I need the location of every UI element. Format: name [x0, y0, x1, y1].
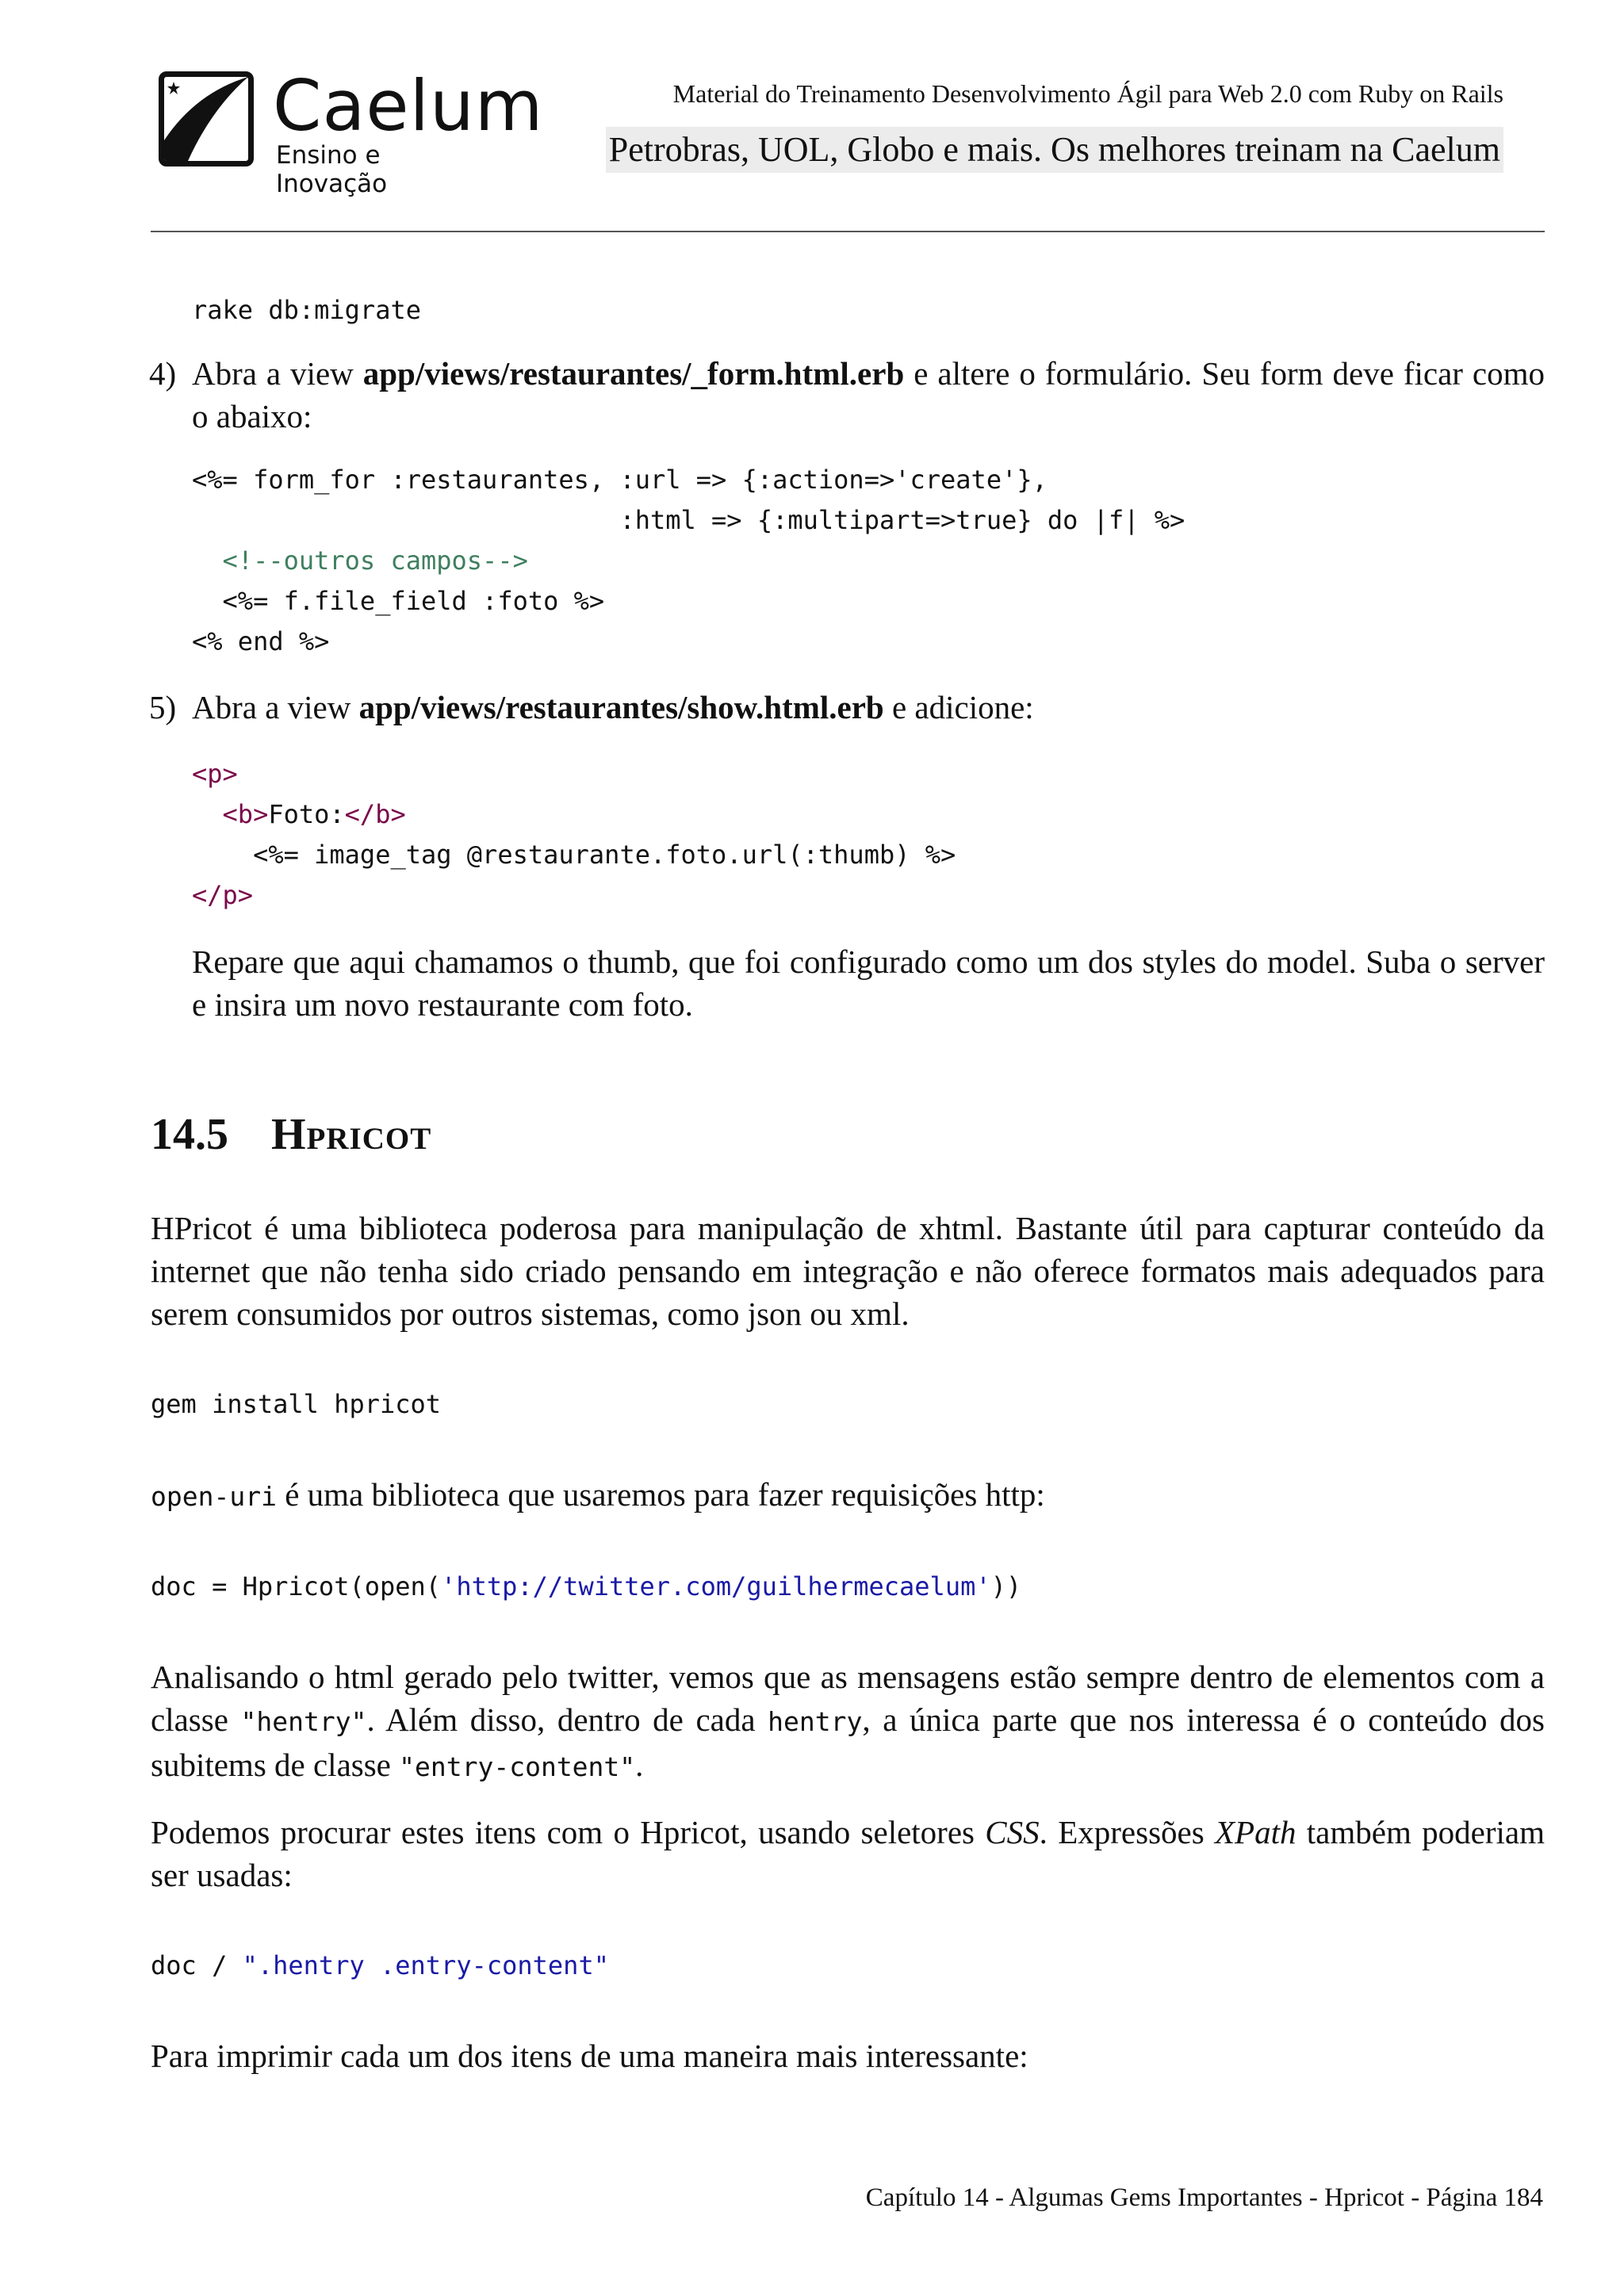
logo-tagline: Ensino e Inovação: [276, 141, 388, 198]
selectors-part-1: Podemos procurar estes itens com o Hpricot, usando seletores: [151, 1814, 986, 1850]
analysis-part-2: . Além disso, dentro de cada: [366, 1701, 768, 1738]
openuri-code: open-uri: [151, 1481, 277, 1512]
analysis-code-hentry-quoted: "hentry": [240, 1706, 367, 1737]
selectors-css: CSS: [985, 1814, 1040, 1850]
caelum-logo: [155, 65, 544, 198]
code-rake-migrate: rake db:migrate: [192, 295, 421, 325]
step-4-text-after: e altere o formulário. Seu form deve ficar como o abaixo:: [192, 355, 1545, 434]
step-5-number: 5): [149, 689, 177, 725]
page-footer: Capítulo 14 - Algumas Gems Importantes - Hpricot - Página 184: [865, 2183, 1543, 2212]
code-selector: [151, 1946, 609, 1986]
code-form-line-4: <%= f.file_field :foto %>: [192, 586, 605, 616]
code-doc-open: [151, 1567, 1021, 1607]
code-selector-string: ".hentry .entry-content": [242, 1950, 609, 1980]
analysis-code-hentry: hentry: [768, 1706, 863, 1737]
step-5-text: [192, 686, 1545, 729]
code-show-close-b: </b>: [344, 799, 406, 829]
header-slogan: Petrobras, UOL, Globo e mais. Os melhores treinam na Caelum: [606, 127, 1503, 173]
code-form-line-1: <%= form_for :restaurantes, :url => {:action=>'create'},: [192, 465, 1048, 495]
code-form-comment: <!--outros campos-->: [222, 545, 528, 576]
selectors-part-2: . Expressões: [1039, 1814, 1215, 1850]
code-doc-suffix: )): [990, 1571, 1022, 1601]
step-4-path: app/views/restaurantes/_form.html.erb: [362, 355, 905, 392]
step-4-text: [192, 352, 1545, 438]
logo-mark-icon: [159, 71, 254, 166]
code-show-line-2: [192, 794, 956, 835]
code-show: [192, 754, 956, 916]
analysis-code-entry-content: "entry-content": [399, 1751, 636, 1782]
hpricot-intro-paragraph: HPricot é uma biblioteca poderosa para manipulação de xhtml. Bastante útil para capturar conteúdo da internet que não tenha sido criado pensando em integração e não oferece formatos mais adequados para serem consumidos por outros sistemas, como json ou xml.: [151, 1210, 1545, 1332]
step-5-path: app/views/restaurantes/show.html.erb: [358, 689, 884, 725]
code-show-close-p: </p>: [192, 880, 254, 910]
step-5-text-before: Abra a view: [192, 689, 359, 725]
selectors-paragraph: [151, 1811, 1545, 1896]
selectors-part-3: também poderiam ser usadas:: [151, 1814, 1545, 1893]
step-4-text-before: Abra a view: [192, 355, 363, 392]
code-show-open-p: <p>: [192, 759, 238, 789]
step-4-number: 4): [149, 355, 177, 392]
code-form-indent: [192, 545, 223, 576]
code-form-line-5: <% end %>: [192, 626, 330, 656]
header-material-title: Material do Treinamento Desenvolvimento Ágil para Web 2.0 com Ruby on Rails: [672, 79, 1503, 108]
print-paragraph: Para imprimir cada um dos itens de uma maneira mais interessante:: [151, 2038, 1028, 2074]
analysis-part-4: .: [635, 1747, 644, 1783]
code-doc-prefix: doc = Hpricot(open(: [151, 1571, 442, 1601]
section-title: Hpricot: [271, 1110, 432, 1159]
analysis-part-3: , a única parte que nos interessa é o conteúdo dos subitems de classe: [151, 1701, 1545, 1783]
step-5-text-after: e adicione:: [883, 689, 1034, 725]
step-5-note: Repare que aqui chamamos o thumb, que foi configurado como um dos styles do model. Suba o server e insira um novo restaurante com foto.: [192, 943, 1545, 1023]
openuri-paragraph: [151, 1473, 1545, 1518]
logo-name: Caelum: [273, 65, 544, 147]
code-form: [192, 460, 1185, 662]
section-number: 14.5: [151, 1110, 228, 1159]
analysis-part-1: Analisando o html gerado pelo twitter, vemos que as mensagens estão sempre dentro de elementos com a classe: [151, 1659, 1545, 1738]
code-form-line-3: [192, 541, 1185, 581]
code-selector-prefix: doc /: [151, 1950, 243, 1980]
openuri-text: é uma biblioteca que usaremos para fazer requisições http:: [276, 1476, 1045, 1513]
code-form-line-2: :html => {:multipart=>true} do |f| %>: [192, 505, 1185, 535]
section-heading: [151, 1107, 431, 1162]
code-show-open-b: <b>: [222, 799, 269, 829]
header-divider: [151, 231, 1545, 232]
code-show-label: Foto:: [268, 799, 345, 829]
code-doc-url: 'http://twitter.com/guilhermecaelum': [441, 1571, 991, 1601]
selectors-xpath: XPath: [1214, 1814, 1297, 1850]
analysis-paragraph: [151, 1655, 1545, 1789]
code-show-line-1: [192, 754, 956, 794]
code-show-line-3: [192, 835, 956, 875]
code-gem-install: gem install hpricot: [151, 1389, 442, 1419]
code-show-line-4: [192, 875, 956, 916]
code-show-image-tag: <%= image_tag @restaurante.foto.url(:thumb) %>: [253, 840, 956, 870]
